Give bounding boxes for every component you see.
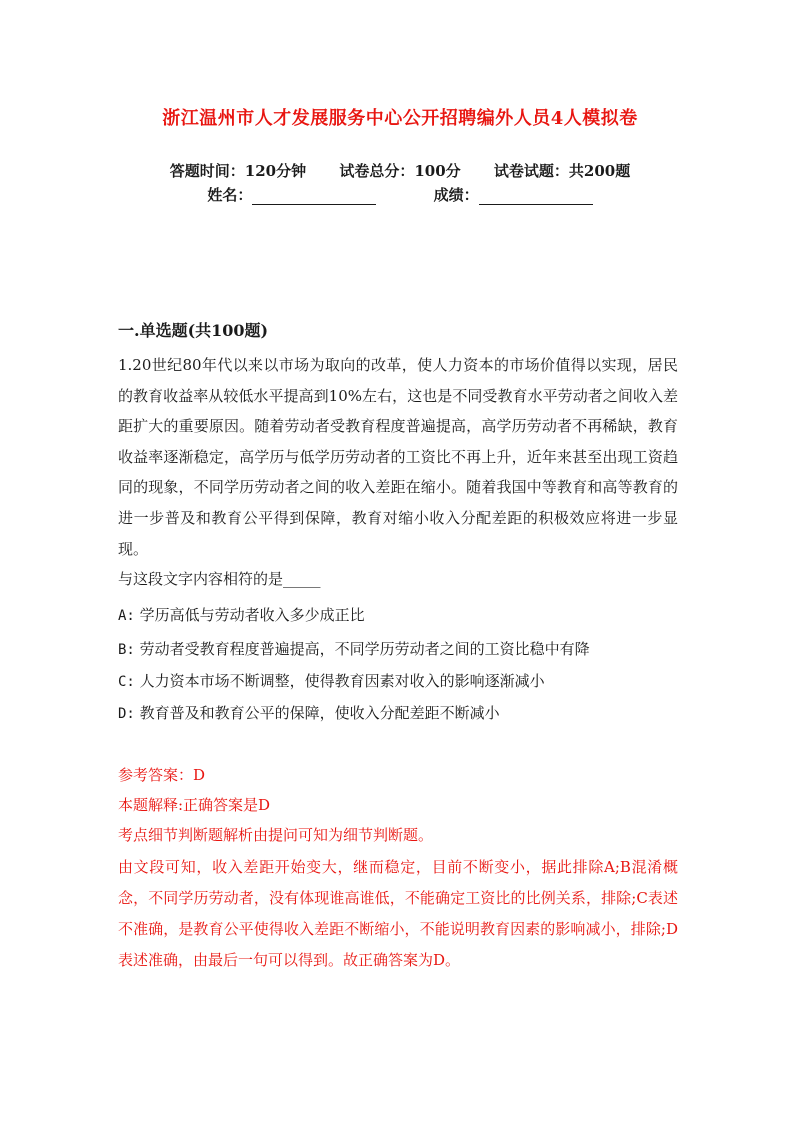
option-text: 人力资本市场不断调整，使得教育因素对收入的影响逐渐减小 [139, 672, 545, 690]
exam-meta-line [0, 160, 800, 181]
question-prompt: 与这段文字内容相符的是_____ [118, 570, 321, 588]
option-text: 学历高低与劳动者收入多少成正比 [139, 606, 365, 624]
option-c [118, 666, 545, 697]
answer-tip: 考点细节判断题解析由提问可知为细节判断题。 [118, 826, 434, 844]
option-letter: D: [118, 706, 135, 722]
time-value: 120分钟 [244, 162, 307, 180]
name-field [207, 184, 376, 205]
score-blank [479, 190, 593, 205]
candidate-line [0, 184, 800, 205]
time-info [170, 160, 306, 181]
option-letter: B: [118, 642, 135, 658]
total-label: 试卷总分： [339, 162, 415, 180]
option-a [118, 600, 365, 631]
answer-explanation: 本题解释:正确答案是D [118, 796, 271, 814]
option-letter: C: [118, 674, 135, 690]
time-label: 答题时间： [169, 162, 245, 180]
score-field [434, 184, 593, 205]
option-d [118, 698, 500, 729]
section-heading: 一.单选题(共100题) [118, 321, 269, 340]
name-label: 姓名： [207, 186, 253, 204]
option-text: 教育普及和教育公平的保障，使收入分配差距不断减小 [139, 704, 500, 722]
total-value: 100分 [414, 162, 461, 180]
total-score-info [339, 160, 460, 181]
count-value: 共200题 [568, 162, 631, 180]
exam-title: 浙江温州市人才发展服务中心公开招聘编外人员4人模拟卷 [162, 108, 638, 129]
question-text: 1.20世纪80年代以来以市场为取向的改革，使人力资本的市场价值得以实现，居民的教育收益率从较低水平提高到10%左右，这也是不同受教育水平劳动者之间收入差距扩大的重要原因。随着劳动者受教育程度普遍提高，高学历劳动者不再稀缺，教育收益率逐渐稳定，高学历与低学历劳动者的工资比不再上升，近年来甚至出现工资趋同的现象，不同学历劳动者之间的收入差距在缩小。随着我国中等教育和高等教育的进一步普及和教育公平得到保障，教育对缩小收入分配差距的积极效应将进一步显现。 [118, 356, 678, 558]
score-label: 成绩： [433, 186, 479, 204]
reference-answer: 参考答案：D [118, 766, 206, 784]
option-b [118, 634, 590, 665]
name-blank [252, 190, 376, 205]
option-letter: A: [118, 608, 135, 624]
count-label: 试卷试题： [493, 162, 569, 180]
option-text: 劳动者受教育程度普遍提高，不同学历劳动者之间的工资比稳中有降 [139, 640, 590, 658]
question-count-info [494, 160, 630, 181]
answer-detail: 由文段可知，收入差距开始变大，继而稳定，目前不断变小，据此排除A;B混淆概念，不同学历劳动者，没有体现谁高谁低，不能确定工资比的比例关系，排除;C表述不准确，是教育公平使得收入差距不断缩小，不能说明教育因素的影响减小，排除;D表述准确，由最后一句可以得到。故正确答案为D。 [118, 858, 678, 969]
